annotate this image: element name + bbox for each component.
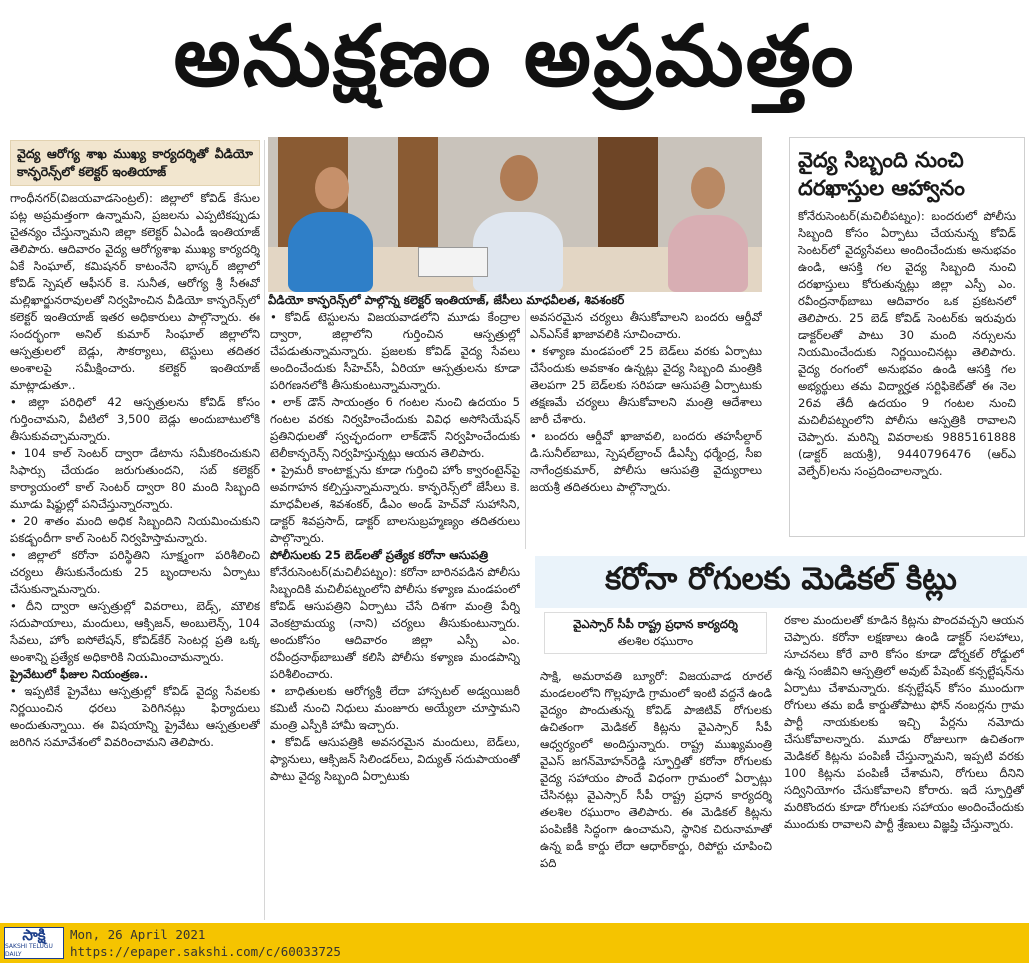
- section-heading: ప్రైవేటులో ఫీజుల నియంత్రణ..: [10, 667, 149, 681]
- recruitment-notice-box: [789, 137, 1025, 537]
- sakshi-logo: సాక్షి SAKSHI TELUGU DAILY: [4, 927, 64, 959]
- article-paragraph: • కోవిడ్‌ ఆసుపత్రికి అవసరమైన మందులు, బెడ్‌లు, ఫ్యానులు, ఆక్సిజన్‌ సిలిండర్‌లు, విద్యుత్‌ సదుపాయంతో పాటు వైద్య సిబ్బంది ఏర్పాటుకు: [270, 735, 520, 783]
- article-column-3: [530, 309, 762, 549]
- article-column-2: [270, 309, 520, 920]
- article-paragraph: • కోవిడ్‌ టెస్టులను విజయవాడలోని మూడు కేంద్రాల ద్వారా, జిల్లాలోని గుర్తించిన ఆస్పత్రుల్లో చేపడుతున్నామన్నారు. ప్రజలకు కోవిడ్‌ వైద్య సేవలు అందించేందుకు సీహెచ్‌సీ, ఏరియా ఆస్పత్రులను కూడా పరిగణనలోకి తీసుకుంటున్నామన్నారు.: [270, 310, 520, 392]
- meeting-photo: [268, 137, 762, 292]
- article-paragraph: • 20 శాతం మంది అధిక సిబ్బందిని నియమించుకుని పకడ్బందీగా కాల్‌ సెంటర్‌ నిర్వహిస్తామన్నారు.: [10, 514, 260, 545]
- article-paragraph: • కళ్యాణ మండపంలో 25 బెడ్‌లు వరకు ఏర్పాటు చేసేందుకు అవకాశం ఉన్నట్లు వైద్య సిబ్బంది మంత్రికి తెలపగా 25 బెడ్‌లకు సరిపడా ఆసుపత్రి ఏర్పాటుకు తక్షణమే చర్యలు తీసుకోవాలని మంత్రి ఆదేశాలు జారీ చేశారు.: [530, 344, 762, 426]
- article-paragraph: • జిల్లాలో కరోనా పరిస్థితిని సూక్ష్మంగా పరిశీలించి చర్యలు తీసుకునేందుకు 25 బృందాలను ఏర్పాటు చేసుకున్నామన్నారు.: [10, 548, 260, 596]
- photo-caption: వీడియో కాన్ఫరెన్స్‌లో పాల్గొన్న కలెక్టర్‌ ఇంతియాజ్‌, జేసీలు మాధవీలత, శివశంకర్‌: [268, 293, 625, 307]
- article-paragraph: కోనేరుసెంటర్‌(మచిలీపట్నం): కరోనా బారినపడిన పోలీసు సిబ్బందికి మచిలీపట్నంలోని పోలీసు కళ్యాణ మండపంలో కోవిడ్‌ ఆసుపత్రిని ఏర్పాటు చేసే దిశగా మంత్రి పేర్ని వెంకట్రామయ్య (నాని) చర్యలు తీసుకుంటున్నారు. అందుకోసం ఆదివారం జిల్లా ఎస్పీ ఎం. రవీంద్రనాథ్‌బాబుతో కలిసి పోలీసు కళ్యాణ మండపాన్ని పరిశీలించారు.: [270, 565, 520, 681]
- notice-title: వైద్య సిబ్బంది నుంచి దరఖాస్తుల ఆహ్వానం: [798, 148, 965, 200]
- article-paragraph: • 104 కాల్‌ సెంటర్‌ ద్వారా డేటాను సమీకరించుకుని సిఫార్సు చేయడం జరుగుతుందని, సబ్‌ కలెక్టర్‌ కార్యాయంలో కాల్‌ సెంటర్‌ ద్వారా 80 మంది సిబ్బంది మూడు షిఫ్టుల్లో పనిచేస్తున్నారన్నారు.: [10, 446, 260, 511]
- section-heading: పోలీసులకు 25 బెడ్‌లతో ప్రత్యేక కరోనా ఆసుపత్రి: [270, 548, 489, 562]
- article-subhead: వైద్య ఆరోగ్య శాఖ ముఖ్య కార్యదర్శితో వీడియో కాన్ఫరెన్స్‌లో కలెక్టర్‌ ఇంతియాజ్‌: [10, 140, 260, 186]
- footer-bar: [0, 923, 1029, 963]
- article-paragraph: • దీని ద్వారా ఆస్పత్రుల్లో వివరాలు, బెడ్స్‌, మౌలిక సదుపాయాలు, మందులు, ఆక్సిజన్‌, అంబులెన్స్‌, 104 సేవలు, హోం ఐసోలేషన్‌, కోవిడ్‌కేర్‌ సెంటర్ల ప్రతి ఒక్క అంశాన్ని ప్రత్యేక అధికారికి నియమించామన్నారు.: [10, 599, 260, 664]
- article-paragraph: • బాధితులకు ఆరోగ్యశ్రీ లేదా హాస్పటల్‌ అడ్వయిజరీ కమిటీ నుంచి నిధులు మంజూరు అయ్యేలా చూస్తామని మంత్రి ఎస్పీకి హామీ ఇచ్చారు.: [270, 684, 520, 732]
- article-paragraph: • ఇప్పటికే ప్రైవేటు ఆస్పత్రుల్లో కోవిడ్‌ వైద్య సేవలకు నిర్ణయించిన ధరలు పెరిగినట్లు ఫిర్యాదులు అందుతున్నాయి. ఈ విషయాన్ని ప్రైవేటు ఆస్పత్రులతో జరిగిన సమావేశంలో వివరించామని తెలిపారు.: [10, 684, 260, 749]
- byline-name: తలశిల రఘురాం: [617, 634, 694, 648]
- corona-headline: కరోనా రోగులకు మెడికల్‌ కిట్లు: [535, 556, 1027, 608]
- article-paragraph: రకాల మందులతో కూడిన కిట్లను పొందవచ్చని ఆయన చెప్పారు. కరోనా లక్షణాలు ఉండి డాక్టర్‌ సలహాలు, సూచనలు కోరే వారి కోసం కూడా డోర్నకల్‌ రోడ్డులో ఉన్న సంజీవిని ఆస్పత్రిలో అవుట్‌ పేషెంట్‌ కన్సల్టేషన్‌ను ఏర్పాటు చేశామన్నారు. కన్సల్టేషన్‌ కోసం ముందుగా రోగులు తమ ఐడీ కార్డుతోపాటు ఫోన్‌ నంబర్లను గ్రామ పార్టీ నాయకులకు ఇచ్చి పేర్లను నమోదు చేసుకోవాలన్నారు. మూడు రోజులుగా ఉచితంగా మెడికల్‌ కిట్లను పంపిణీ చేస్తున్నామని, ఇప్పటి వరకు 100 కిట్లను పంపిణీ చేశామని, రోగులు దీనిని సద్వినియోగం చేసుకోవాలని కోరారు. ఇదే స్ఫూర్తితో మరికొందరు కూడా రోగులకు సహాయం అందించేందుకు ముందుకు రావాలని పార్టీ శ్రేణులు విజ్ఞప్తి చేస్తున్నారు.: [784, 613, 1024, 831]
- byline-title: వైఎస్సార్‌ సీపీ రాష్ట్ర ప్రధాన కార్యదర్శి: [573, 617, 738, 631]
- headline: అనుక్షణం అప్రమత్తం: [173, 6, 856, 105]
- byline-box: [544, 612, 767, 654]
- publication-date: Mon, 26 April 2021: [70, 927, 206, 942]
- article-paragraph: అవసరమైన చర్యలు తీసుకోవాలని బందరు ఆర్డీవో ఎన్‌ఎస్‌కే ఖాజావలికి సూచించారు.: [530, 310, 762, 341]
- article-column-1: [10, 140, 260, 920]
- footer-info: [70, 926, 341, 960]
- article-paragraph: • జిల్లా పరిధిలో 42 ఆస్పత్రులను కోవిడ్‌ కోసం గుర్తించామని, వీటిలో 3,500 బెడ్లు అందుబాటులోకి తీసుకువచ్చామన్నారు.: [10, 395, 260, 443]
- corona-column-1: [540, 668, 772, 920]
- article-paragraph: • బందరు ఆర్డీవో ఖాజావలి, బందరు తహసీల్దార్‌ డి.సునీల్‌బాబు, స్పెషల్‌బ్రాంచ్‌ డీఎస్పీ ధర్మేంద్ర, సీఐ నాగేంద్రకుమార్‌, పోలీసు ఆసుపత్రి వైద్యురాలు జయశ్రీ తదితరులు పాల్గొన్నారు.: [530, 429, 762, 494]
- article-paragraph: సాక్షి, అమరావతి బ్యూరో: విజయవాడ రూరల్‌ మండలంలోని గొల్లపూడి గ్రామంలో ఇంటి వద్దనే ఉండి వైద్యం పొందుతున్న కోవిడ్‌ పాజిటివ్‌ రోగులకు ఉచితంగా మెడికల్‌ కిట్లను వైఎస్సార్‌ సీపీ ఆధ్వర్యంలో అందిస్తున్నారు. రాష్ట్ర ముఖ్యమంత్రి వైఎస్‌ జగన్‌మోహన్‌రెడ్డి స్ఫూర్తితో కరోనా రోగులకు వైద్య సహాయం పొందే విధంగా గ్రామంలో ఏర్పాట్లు చేసినట్లు వైఎస్సార్‌ సీపీ రాష్ట్ర ప్రధాన కార్యదర్శి తలశిల రఘురాం తెలిపారు. ఈ మెడికల్‌ కిట్లను పంపిణీకి సిద్ధంగా ఉంచామని, స్థానిక చిరునామాతో ఉన్న ఐడీ కార్డు లేదా ఆధార్‌కార్డు, రిపోర్టు చూపించి పది: [540, 669, 772, 870]
- article-paragraph: గాంధీనగర్‌(విజయవాడసెంట్రల్‌): జిల్లాలో కోవిడ్‌ కేసుల పట్ల అప్రమత్తంగా ఉన్నామని, ప్రజలను ఎప్పటికప్పుడు చైతన్యం చేస్తున్నామని జిల్లా కలెక్టర్‌ ఏఎండీ ఇంతియాజ్‌ తెలిపారు. ఆదివారం వైద్య ఆరోగ్యశాఖ ముఖ్య కార్యదర్శి ఏకే సింఘాల్‌, కమిషనర్‌ కాటంనేని భాస్కర్‌ జిల్లాలో కోవిడ్‌ స్పెషల్‌ ఆఫీసర్‌ కె. సునీత, ఆరోగ్య శ్రీ సీఈవో మల్లిఖార్జునరావులతో నిర్వహించిన వీడియో కాన్ఫరెన్స్‌లో కలెక్టర్‌ ఇంతియాజ్‌ ఇతర అధికారులు పాల్గొన్నారు. ఈ సందర్భంగా అనిల్‌ కుమార్‌ సింఘాల్‌ జిల్లాలోని ఆస్పత్రులలో బెడ్లు, సౌకర్యాలు, టెస్టులు తదితర అంశాలపై సమీక్షించారు. కలెక్టర్‌ ఇంతియాజ్‌ మాట్లాడుతూ..: [10, 191, 260, 392]
- article-paragraph: • ప్రైమరీ కాంటాక్ట్సను కూడా గుర్తించి హోం క్వారంటైన్‌పై అవగాహన కల్పిస్తున్నామన్నారు. కాన్ఫరెన్స్‌లో జేసీలు కె. మాధవీలత, శివశంకర్‌, డీఎం అండ్‌ హెచ్‌వో సుహాసిని, డాక్టర్‌ శివప్రసాద్‌, డాక్టర్‌ బాలసుబ్రహ్మణ్యం తదితరులు పాల్గొన్నారు.: [270, 463, 520, 545]
- column-divider: [264, 140, 265, 920]
- corona-column-2: [784, 612, 1024, 920]
- source-url[interactable]: https://epaper.sakshi.com/c/60033725: [70, 944, 341, 959]
- notice-paragraph: కోనేరుసెంటర్‌(మచిలీపట్నం): బందరులో పోలీసు సిబ్బంది కోసం ఏర్పాటు చేయనున్న కోవిడ్‌ సెంటర్‌లో వైద్యసేవలు అందించేందుకు అనుభవం ఉండి, ఆసక్తి గల వైద్య సిబ్బంది నుంచి దరఖాస్తులు కోరుతున్నట్లు జిల్లా ఎస్పీ ఎం. రవీంద్రనాథ్‌బాబు ఆదివారం ఒక ప్రకటనలో తెలిపారు. 25 బెడ్‌ కోవిడ్‌ సెంటర్‌కు ఇరువురు డాక్టర్‌లతో పాటు 30 మంది నర్సులను నియమించేందుకు నిర్ణయించినట్లు తెలిపారు. వైద్య రంగంలో అనుభవం ఉండి ఆసక్తి గల అభ్యర్థులు తమ విద్యార్హత సర్టిఫికెట్‌తో ఈ నెల 26వ తేదీ ఉదయం 9 గంటల నుంచి మచిలీపట్నంలోని పోలీసు ఆస్పత్రికి రావాలని చెప్పారు. మరిన్ని వివరాలకు 9885161888 (డాక్టర్‌ జయశ్రీ), 9440796476 (ఆర్‌ఎ వెల్ఫేర్‌)లను సంప్రదించాలన్నారు.: [798, 209, 1016, 478]
- article-paragraph: • లాక్‌ డౌన్‌ సాయంత్రం 6 గంటల నుంచి ఉదయం 5 గంటల వరకు నిర్వహించేందుకు వివిధ అసోసియేషన్‌ ప్రతినిధులతో స్వచ్ఛందంగా లాక్‌డౌన్‌ నిర్వహించేందుకు టెలీకాన్ఫరెన్స్‌ నిర్వహిస్తున్నట్లు ఆయన తెలిపారు.: [270, 395, 520, 460]
- column-divider: [525, 309, 526, 549]
